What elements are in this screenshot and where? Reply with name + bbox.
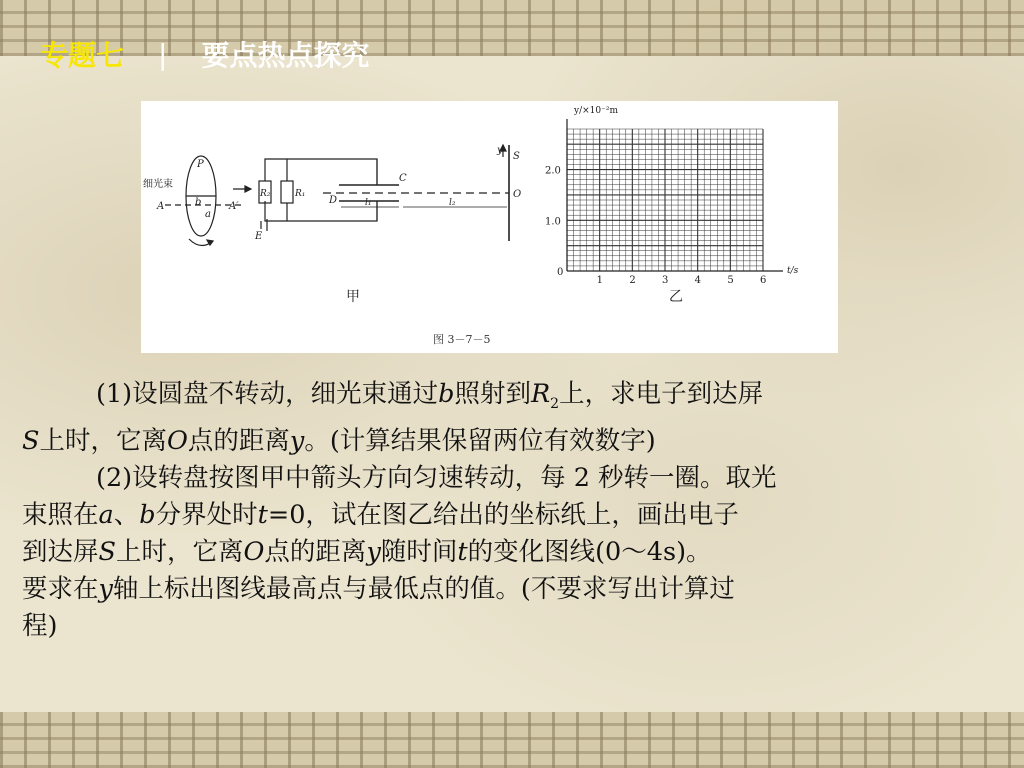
question-1-line-2: S上时，它离O点的距离y。(计算结果保留两位有效数字)	[22, 426, 656, 457]
grid-y-tick-label: 1.0	[545, 216, 561, 228]
label-l2: l₂	[449, 198, 456, 208]
topic-title: 要点热点探究	[201, 39, 370, 72]
figure-left-label: 甲	[346, 289, 360, 305]
grid-x-tick-label: 6	[760, 275, 767, 286]
label-b: b	[195, 197, 202, 208]
label-r2: R₂	[260, 189, 271, 199]
label-l1: l₁	[365, 198, 372, 208]
figure-caption: 图 3－7－5	[433, 333, 491, 346]
question-1-line-1: (1)设圆盘不转动，细光束通过b照射到$R_2$上，求电子到达屏	[96, 379, 764, 413]
question-2-line-5: 程)	[22, 611, 58, 642]
label-d: D	[329, 195, 338, 206]
grid-x-tick-label: 5	[727, 275, 734, 286]
question-2-line-3: 到达屏S上时，它离O点的距离y随时间t的变化图线(0～4s)。	[22, 537, 712, 568]
label-y-arrow: y	[497, 145, 503, 156]
label-p: P	[197, 159, 204, 170]
slide-title-bar	[40, 32, 369, 76]
bottom-decorative-border	[0, 712, 1024, 768]
label-e: E	[255, 231, 263, 242]
figure-right-label: 乙	[669, 289, 683, 305]
label-beam: 细光束	[143, 179, 173, 190]
question-2-line-4: 要求在y轴上标出图线最高点与最低点的值。(不要求写出计算过	[22, 574, 735, 605]
label-r1: R₁	[295, 189, 306, 199]
coordinate-grid	[567, 119, 783, 271]
label-s: S	[513, 151, 520, 162]
figure-svg	[141, 101, 838, 353]
problem-text	[22, 376, 1002, 645]
grid-x-tick-label: 1	[596, 275, 604, 286]
grid-y-tick-label: 0	[557, 267, 564, 278]
label-a-prime: A′	[229, 201, 239, 212]
grid-x-tick-label: 2	[629, 275, 636, 286]
label-c: C	[399, 173, 407, 184]
grid-y-tick-label: 2.0	[545, 165, 561, 177]
label-a: A	[157, 201, 165, 212]
grid-x-axis-label: t/s	[787, 266, 799, 276]
question-2-line-1: (2)设转盘按图甲中箭头方向匀速转动，每 2 秒转一圈。取光	[96, 463, 777, 494]
grid-tick-labels	[545, 166, 766, 286]
label-o: O	[513, 189, 522, 200]
figure-3-7-5	[141, 101, 838, 353]
grid-y-axis-label: y/×10⁻²m	[574, 106, 619, 116]
question-2-line-2: 束照在a、b分界处时t=0，试在图乙给出的坐标纸上，画出电子	[22, 500, 739, 531]
chapter-title: 专题七	[40, 39, 125, 72]
title-separator: |	[158, 37, 168, 71]
grid-x-tick-label: 4	[694, 275, 702, 286]
resistor-r1	[281, 181, 293, 203]
label-a-lower: a	[205, 209, 211, 220]
grid-x-tick-label: 3	[662, 275, 669, 286]
